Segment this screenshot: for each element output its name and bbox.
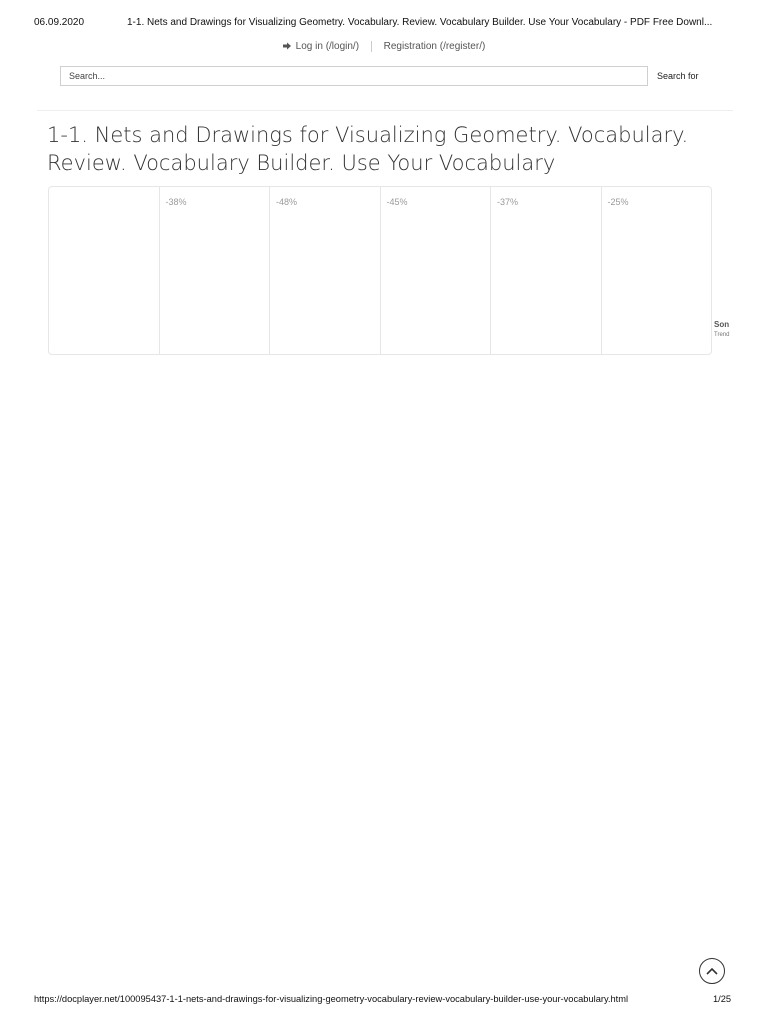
discount-badge: -48% bbox=[276, 197, 298, 207]
search-input[interactable] bbox=[60, 66, 648, 86]
auth-separator bbox=[371, 41, 372, 52]
discount-badge: -38% bbox=[165, 197, 187, 207]
ad-card[interactable] bbox=[491, 187, 602, 354]
side-promo-subtitle: Trend bbox=[714, 332, 730, 338]
print-page-number: 1/25 bbox=[713, 994, 732, 1004]
print-date: 06.09.2020 bbox=[34, 17, 85, 28]
login-arrow-icon bbox=[283, 42, 292, 50]
scroll-to-top-button[interactable] bbox=[699, 958, 725, 984]
ad-card[interactable] bbox=[270, 187, 381, 354]
ad-card[interactable] bbox=[49, 187, 160, 354]
auth-bar bbox=[0, 41, 768, 52]
login-link[interactable] bbox=[283, 41, 359, 52]
ad-carousel bbox=[48, 186, 712, 355]
discount-badge: -37% bbox=[497, 197, 519, 207]
ad-card[interactable] bbox=[381, 187, 492, 354]
login-link-label: Log in (/login/) bbox=[295, 41, 360, 52]
print-page-title: 1-1. Nets and Drawings for Visualizing Geometry. Vocabulary. Review. Vocabulary Builder. Use Your Vocabulary - PDF Free Downl... bbox=[127, 17, 713, 28]
discount-badge: -45% bbox=[386, 197, 408, 207]
header-divider bbox=[37, 110, 733, 111]
ad-card[interactable] bbox=[160, 187, 271, 354]
side-promo-title: Son bbox=[714, 320, 730, 329]
document-title: 1-1. Nets and Drawings for Visualizing Geometry. Vocabulary. Review. Vocabulary Builder. Use Your Vocabulary bbox=[47, 123, 689, 175]
side-promo[interactable] bbox=[714, 320, 744, 338]
search-button[interactable]: Search for bbox=[650, 66, 710, 86]
print-url: https://docplayer.net/100095437-1-1-nets-and-drawings-for-visualizing-geometry-vocabulary-review-vocabulary-builder-use-your-vocabulary.html bbox=[34, 994, 629, 1004]
chevron-up-icon bbox=[706, 967, 718, 975]
ad-card[interactable] bbox=[602, 187, 712, 354]
registration-link[interactable]: Registration (/register/) bbox=[383, 41, 486, 52]
discount-badge: -25% bbox=[607, 197, 629, 207]
